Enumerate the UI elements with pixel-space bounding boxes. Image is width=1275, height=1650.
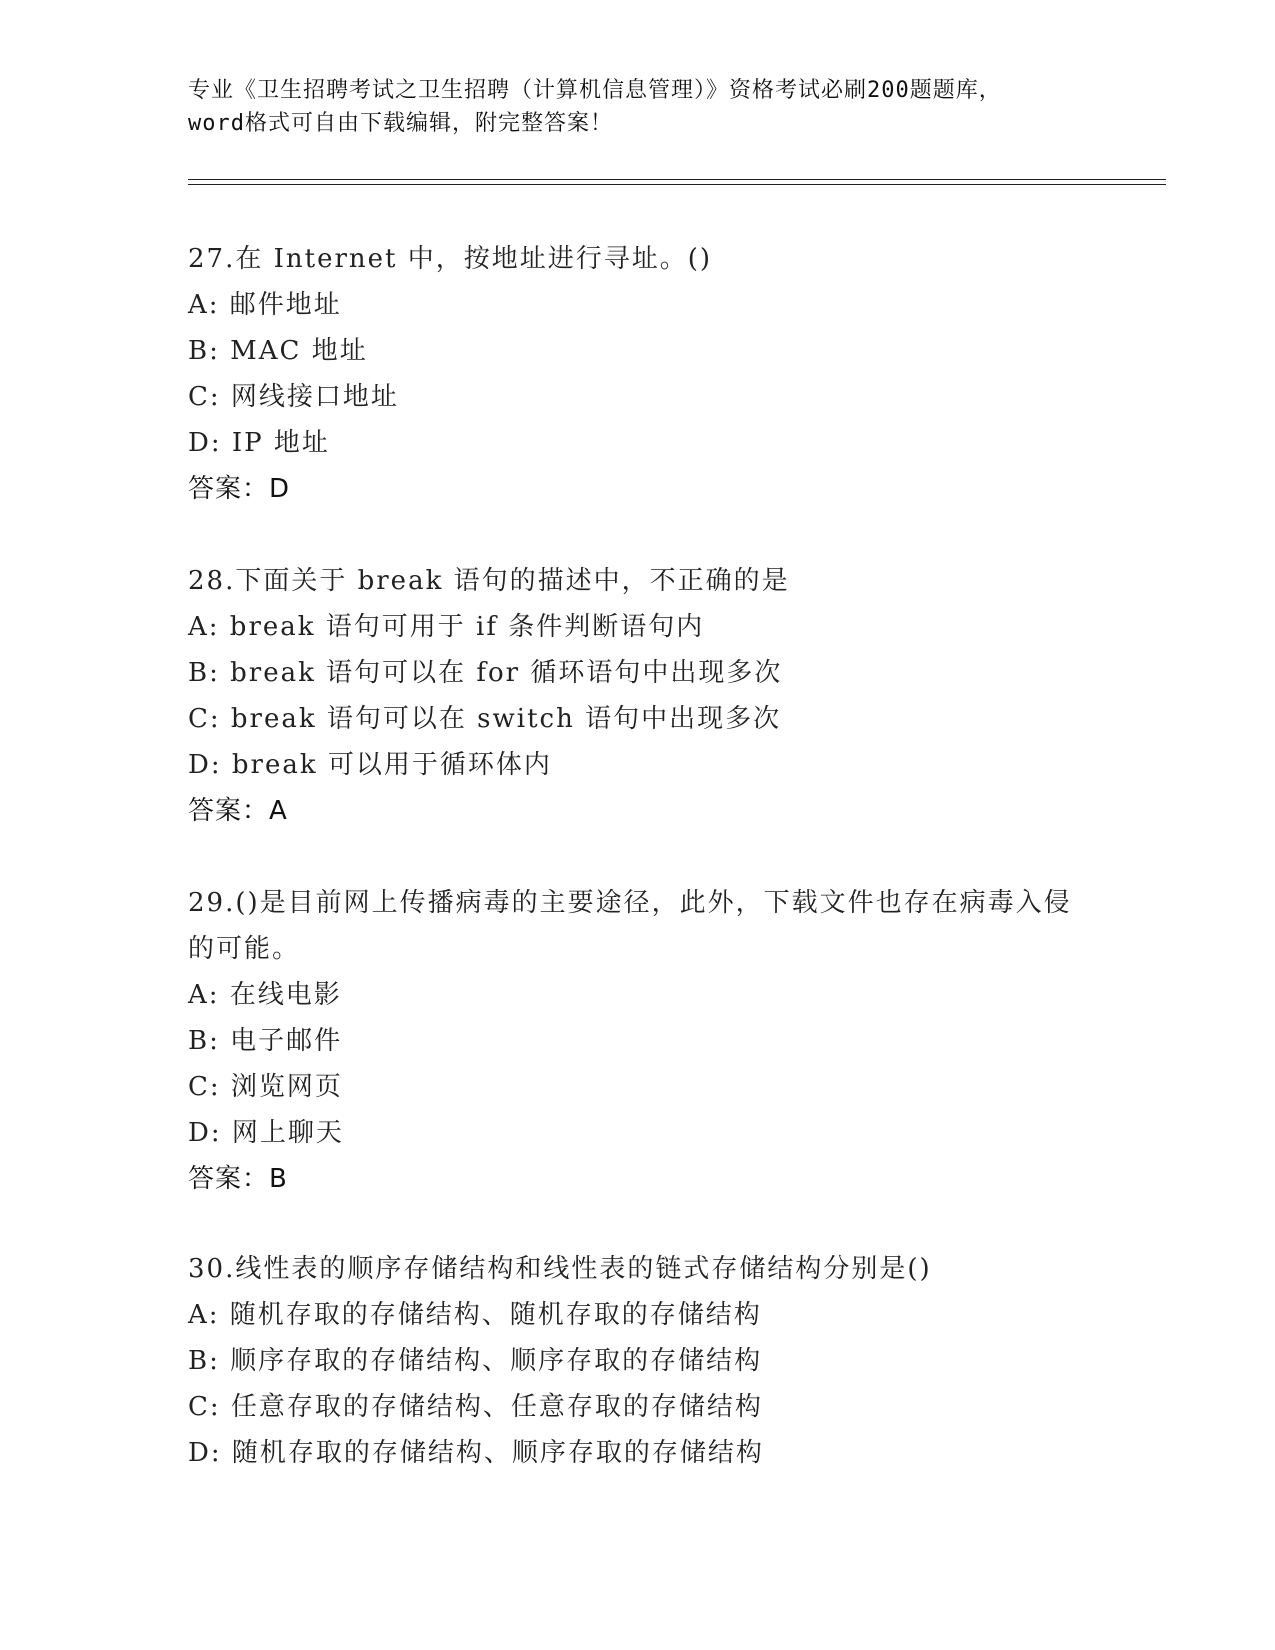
option-b: B: 顺序存取的存储结构、顺序存取的存储结构	[188, 1346, 763, 1376]
option-d: D: break 可以用于循环体内	[188, 750, 552, 780]
question-30	[188, 1246, 1088, 1476]
option-b: B: 电子邮件	[188, 1026, 343, 1056]
option-d: D: 随机存取的存储结构、顺序存取的存储结构	[188, 1438, 764, 1468]
answer: 答案：D	[188, 474, 291, 504]
answer: 答案：A	[188, 796, 288, 826]
question-27	[188, 236, 1088, 512]
option-b: B: MAC 地址	[188, 336, 368, 366]
question-stem: 28.下面关于 break 语句的描述中，不正确的是	[188, 566, 790, 596]
option-a: A: 邮件地址	[188, 290, 342, 320]
header-title-line-1: 专业《卫生招聘考试之卫生招聘（计算机信息管理）》资格考试必刷200题题库，	[188, 78, 1002, 103]
question-stem: 29.()是目前网上传播病毒的主要途径，此外，下载文件也存在病毒入侵的可能。	[188, 888, 1072, 964]
option-a: A: 在线电影	[188, 980, 342, 1010]
option-d: D: 网上聊天	[188, 1118, 344, 1148]
option-c: C: 网线接口地址	[188, 382, 399, 412]
question-29	[188, 880, 1088, 1202]
option-a: A: 随机存取的存储结构、随机存取的存储结构	[188, 1300, 762, 1330]
question-28	[188, 558, 1088, 834]
document-header	[188, 74, 1088, 140]
question-stem: 30.线性表的顺序存储结构和线性表的链式存储结构分别是()	[188, 1254, 932, 1284]
option-b: B: break 语句可以在 for 循环语句中出现多次	[188, 658, 783, 688]
option-c: C: break 语句可以在 switch 语句中出现多次	[188, 704, 782, 734]
option-c: C: 任意存取的存储结构、任意存取的存储结构	[188, 1392, 763, 1422]
question-stem: 27.在 Internet 中，按地址进行寻址。()	[188, 244, 713, 274]
option-d: D: IP 地址	[188, 428, 330, 458]
option-c: C: 浏览网页	[188, 1072, 343, 1102]
header-divider-bottom	[188, 184, 1166, 185]
option-a: A: break 语句可用于 if 条件判断语句内	[188, 612, 705, 642]
header-divider-top	[188, 179, 1166, 180]
answer: 答案：B	[188, 1164, 288, 1194]
header-title-line-2: word格式可自由下载编辑，附完整答案！	[188, 111, 613, 136]
